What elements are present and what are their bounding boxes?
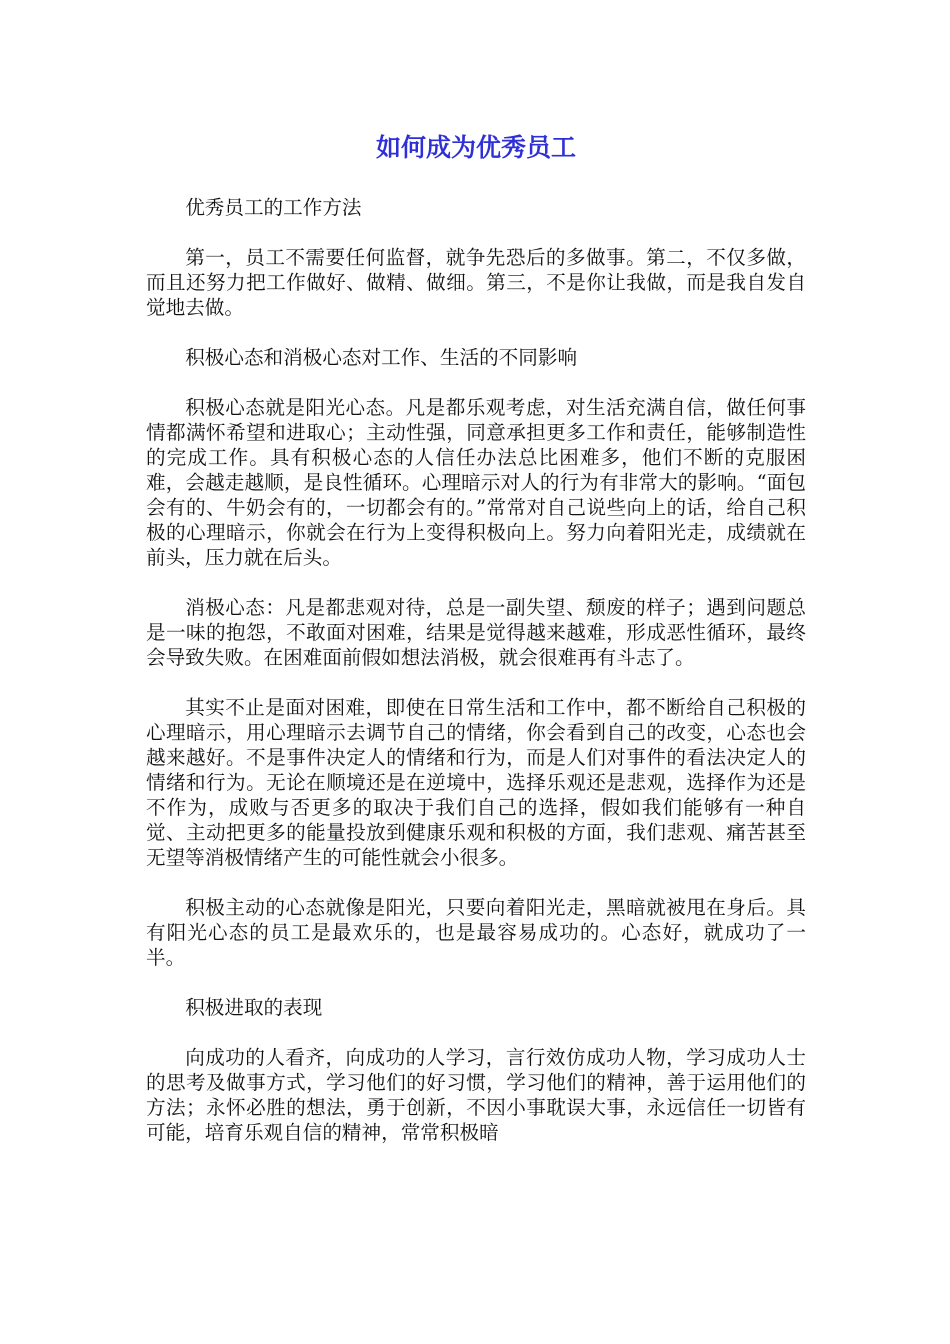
body-paragraph: 积极心态就是阳光心态。凡是都乐观考虑，对生活充满自信，做任何事情都满怀希望和进取心；主动性强，同意承担更多工作和责任，能够制造性的完成工作。具有积极心态的人信任办法总比困难多，他们不断的克服困难，会越走越顺，是良性循环。心理暗示对人的行为有非常大的影响。“面包会有的、牛奶会有的，一切都会有的。”常常对自己说些向上的话，给自己积极的心理暗示，你就会在行为上变得积极向上。努力向着阳光走，成绩就在前头，压力就在后头。 (146, 396, 806, 569)
section-heading: 积极进取的表现 (185, 996, 323, 1019)
body-paragraph: 消极心态：凡是都悲观对待，总是一副失望、颓废的样子；遇到问题总是一味的抱怨，不敢面对困难，结果是觉得越来越难，形成恶性循环，最终会导致失败。在困难面前假如想法消极，就会很难再有斗志了。 (146, 596, 806, 669)
body-paragraph: 积极主动的心态就像是阳光，只要向着阳光走，黑暗就被甩在身后。具有阳光心态的员工是最欢乐的，也是最容易成功的。心态好，就成功了一半。 (146, 896, 806, 969)
section-heading: 优秀员工的工作方法 (185, 196, 362, 219)
section-heading: 积极心态和消极心态对工作、生活的不同影响 (185, 346, 578, 369)
body-paragraph: 第一，员工不需要任何监督，就争先恐后的多做事。第二，不仅多做，而且还努力把工作做好、做精、做细。第三，不是你让我做，而是我自发自觉地去做。 (146, 246, 806, 319)
document-title: 如何成为优秀员工 (375, 133, 576, 162)
body-paragraph: 向成功的人看齐，向成功的人学习，言行效仿成功人物，学习成功人士的思考及做事方式，学习他们的好习惯，学习他们的精神，善于运用他们的方法；永怀必胜的想法，勇于创新，不因小事耽误大事，永远信任一切皆有可能，培育乐观自信的精神，常常积极暗 (146, 1046, 806, 1144)
document-page (146, 128, 806, 1170)
body-paragraph: 其实不止是面对困难，即使在日常生活和工作中，都不断给自己积极的心理暗示，用心理暗示去调节自己的情绪，你会看到自己的改变，心态也会越来越好。不是事件决定人的情绪和行为，而是人们对事件的看法决定人的情绪和行为。无论在顺境还是在逆境中，选择乐观还是悲观，选择作为还是不作为，成败与否更多的取决于我们自己的选择，假如我们能够有一种自觉、主动把更多的能量投放到健康乐观和积极的方面，我们悲观、痛苦甚至无望等消极情绪产生的可能性就会小很多。 (146, 696, 806, 869)
